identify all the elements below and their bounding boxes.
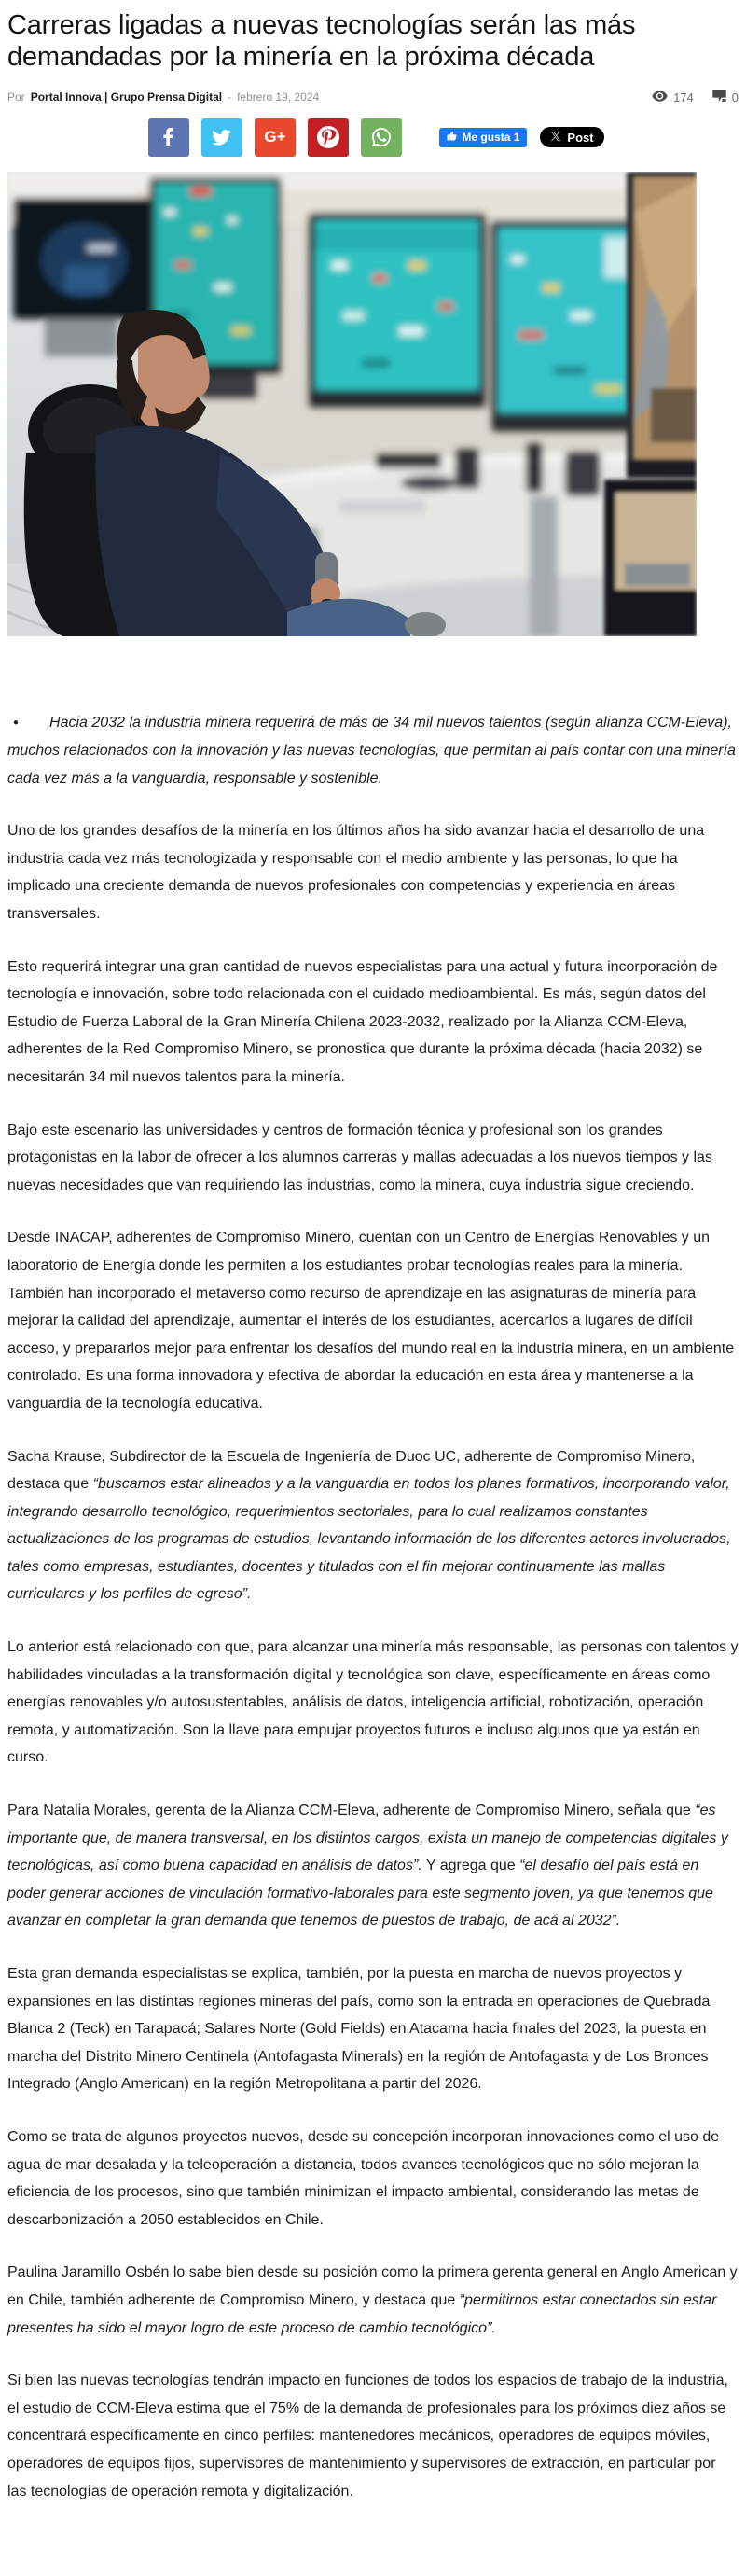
article-paragraph: [7, 2367, 739, 2505]
quote-text: “es importante que, de manera transversal, en los distintos cargos, exista un manejo de competencias digitales y tecnológicas, así como buena capacidad en análisis de datos”.: [7, 1803, 728, 1874]
byline: [7, 90, 739, 104]
views-count: 174: [673, 90, 694, 104]
byline-left: [7, 91, 319, 104]
page-title: Carreras ligadas a nuevas tecnologías serán las más demandadas por la minería en la próxima década: [7, 10, 636, 73]
x-logo-icon: [550, 131, 561, 145]
facebook-icon: [163, 128, 173, 146]
article-paragraph: [7, 1960, 739, 2098]
facebook-like-label: Me gusta 1: [462, 131, 520, 145]
paragraph-text: Lo anterior está relacionado con que, para alcanzar una minería más responsable, las personas con talentos y habilidades vinculadas a la transformación digital y tecnológica son clave, específicamente en áreas como energías renovables y/o autosustentables, análisis de datos, inteligencia artificial, robotización, operación remota, y automatización. Son la llave para empujar proyectos futuros e incluso algunos que ya están en curso.: [7, 1639, 739, 1766]
article-page: [0, 9, 746, 2575]
share-facebook-button[interactable]: [148, 118, 189, 157]
share-pinterest-button[interactable]: [308, 118, 349, 157]
comments-count: 0: [731, 90, 739, 104]
paragraph-text: Esta gran demanda especialistas se explica, también, por la puesta en marcha de nuevos proyectos y expansiones en las distintas regiones mineras del país, como son la entrada en operaciones de Quebrada Blanca 2 (Teck) en Tarapacá; Salares Norte (Gold Fields) en Atacama hacia finales del 2023, la puesta en marcha del Distrito Minero Centinela (Antofagasta Minerals) en la región de Antofagasta y de Los Bronces Integrado (Anglo American) en la región Metropolitana a partir del 2026.: [7, 1966, 711, 2093]
pinterest-icon: [316, 125, 340, 149]
quote-text: “buscamos estar alineados y a la vanguardia en todos los planes formativos, incorporando valor, integrando desarrollo tecnológico, requerimientos sectoriales, para lo cual realizamos constantes actualizaciones de los programas de estudios, levantando información de los diferentes actores involucrados, tales como empresas, estudiantes, docentes y titulados con el fin mejorar continuamente las mallas curriculares y los perfiles de egreso”.: [7, 1476, 731, 1603]
comment-icon: [712, 90, 726, 104]
quote-text: “permitirnos estar conectados sin estar presentes ha sido el mayor logro de este proceso de cambio tecnológico”.: [7, 2291, 717, 2336]
facebook-like-button[interactable]: [439, 128, 527, 147]
article-paragraph: [7, 1797, 739, 1935]
article-hero-image: [7, 172, 739, 636]
paragraph-text: Y agrega que: [421, 1858, 520, 1874]
share-twitter-button[interactable]: [201, 118, 242, 157]
article-body: [7, 709, 739, 2575]
article-lead-bullet-paragraph: [7, 709, 739, 792]
views-counter: [652, 91, 694, 104]
article-paragraph: [7, 2123, 739, 2234]
article-paragraph: [7, 1117, 739, 1200]
paragraph-text: Uno de los grandes desafíos de la minería en los últimos años ha sido avanzar hacia el desarrollo de una industria cada vez más tecnologizada y responsable con el medio ambiente y las personas, lo que ha implicado una creciente demanda de nuevos profesionales con competencias y experiencia en áreas transversales.: [7, 823, 705, 922]
paragraph-text: Como se trata de algunos proyectos nuevos, desde su concepción incorporan innovaciones como el uso de agua de mar desalada y la teleoperación a distancia, todos avances tecnológicos que no sólo mejoran la eficiencia de los procesos, sino que también minimizan el impacto ambiental, considerando las metas de descarbonización a 2050 establecidos en Chile.: [7, 2128, 720, 2228]
whatsapp-icon: [370, 126, 393, 148]
share-whatsapp-button[interactable]: [361, 118, 402, 157]
bullet-marker: ●: [13, 717, 20, 729]
article-paragraph: [7, 2259, 739, 2342]
paragraph-text: Para Natalia Morales, gerenta de la Alianza CCM-Eleva, adherente de Compromiso Minero, señala que: [7, 1803, 696, 1819]
paragraph-text: Desde INACAP, adherentes de Compromiso Minero, cuentan con un Centro de Energías Renovables y un laboratorio de Energía donde les permiten a los estudiantes probar tecnologías reales para la minería. También han incorporado el metaverso como recurso de aprendizaje en las asignaturas de minería para mejorar la calidad del aprendizaje, aumentar el interés de los estudiantes, acercarlos a lugares de difícil acceso, y prepararlos mejor para enfrentar los desafíos del mundo real en la industria minera, en un ambiente controlado. Es una forma innovadora y efectiva de abordar la educación en esta área y mantenerse a la vanguardia de la tecnología educativa.: [7, 1230, 735, 1412]
publish-date: febrero 19, 2024: [237, 91, 320, 104]
paragraph-text: Si bien las nuevas tecnologías tendrán impacto en funciones de todos los espacios de trabajo de la industria, el estudio de CCM-Eleva estima que el 75% de la demanda de profesionales para los próximos diez años se concentrará específicamente en cinco perfiles: mantenedores mecánicos, operadores de equipos móviles, operadores de equipos fijos, supervisores de mantenimiento y supervisores de extracción, en particular por las tecnologías de operación remota y digitalización.: [7, 2373, 728, 2499]
googleplus-icon: G+: [264, 128, 286, 146]
paragraph-text: Esto requerirá integrar una gran cantidad de nuevos especialistas para una actual y futura incorporación de tecnología e innovación, sobre todo relacionada con el cuidado medioambiental. Es más, según datos del Estudio de Fuerza Laboral de la Gran Minería Chilena 2023-2032, realizado por la Alianza CCM-Eleva, adherentes de la Red Compromiso Minero, se pronostica que durante la próxima década (hacia 2032) se necesitarán 34 mil nuevos talentos para la minería.: [7, 958, 718, 1085]
article-paragraph: [7, 954, 739, 1092]
eye-icon: [652, 91, 668, 104]
byline-prefix: Por: [7, 91, 25, 104]
article-paragraph: [7, 1224, 739, 1417]
article-paragraph: [7, 817, 739, 927]
comments-counter[interactable]: [712, 90, 739, 104]
quote-text: Hacia 2032 la industria minera requerirá de más de 34 mil nuevos talentos (según alianza CCM-Eleva), muchos relacionados con la innovación y las nuevas tecnologías, que permitan al país contar con una minería cada vez más a la vanguardia, responsable y sostenible.: [7, 715, 736, 787]
paragraph-text: Sacha Krause, Subdirector de la Escuela de Ingeniería de Duoc UC, adherente de Compromiso Minero, destaca que: [7, 1448, 696, 1493]
x-post-button[interactable]: [540, 127, 603, 147]
thumbs-up-icon: [447, 131, 457, 144]
byline-separator: -: [228, 91, 232, 104]
quote-text: “el desafío del país está en poder generar acciones de vinculación formativo-laborales para este segmento joven, ya que tenemos que avanzar en completar la gran demanda que tenemos de puestos de trabajo, de acá al 2032”.: [7, 1858, 713, 1929]
paragraph-text: Bajo este escenario las universidades y centros de formación técnica y profesional son los grandes protagonistas en la labor de ofrecer a los alumnos carreras y mallas adecuadas a los nuevos tiempos y las nuevas necesidades que van requiriendo las industrias, como la minera, cuya industria sigue creciendo.: [7, 1121, 712, 1193]
control-room-illustration: [7, 172, 697, 636]
article-paragraph: [7, 1634, 739, 1772]
article-paragraph: [7, 1443, 739, 1609]
twitter-icon: [212, 130, 231, 146]
paragraph-text: Paulina Jaramillo Osbén lo sabe bien desde su posición como la primera gerenta general en Anglo American y en Chile, también adherente de Compromiso Minero, y destaca que: [7, 2264, 738, 2308]
share-row: [7, 118, 739, 157]
x-post-label: Post: [567, 130, 594, 145]
article-stats: [652, 90, 739, 104]
author-link[interactable]: Portal Innova | Grupo Prensa Digital: [30, 91, 223, 104]
share-googleplus-button[interactable]: [255, 118, 296, 157]
